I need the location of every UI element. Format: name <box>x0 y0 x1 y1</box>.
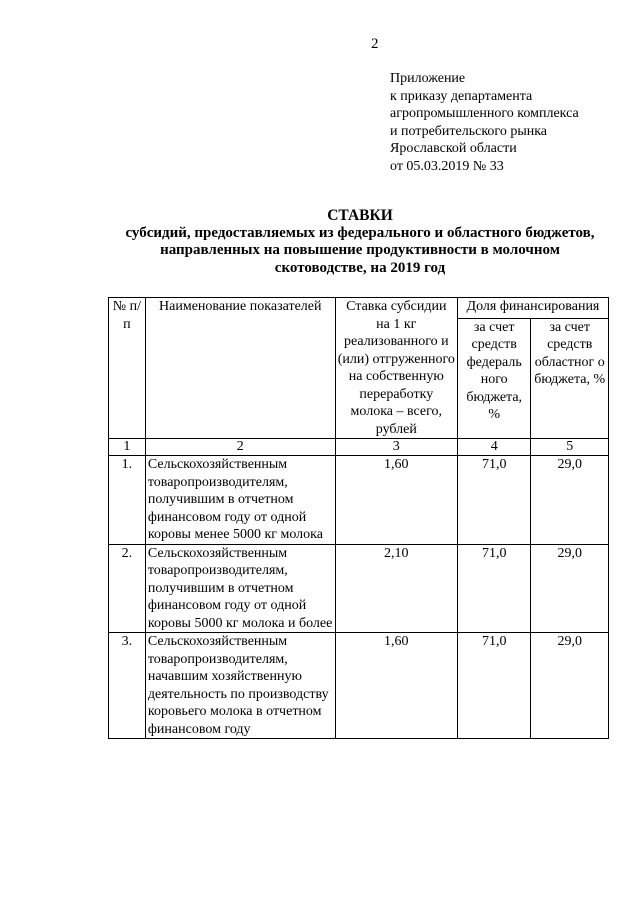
column-number-row <box>109 439 609 456</box>
header-num: № п/п <box>109 298 146 439</box>
table-header-row <box>109 298 609 319</box>
table-row <box>109 544 609 633</box>
row-regional: 29,0 <box>531 544 609 633</box>
header-share: Доля финансирования <box>457 298 608 319</box>
row-num: 1. <box>109 456 146 545</box>
column-number: 4 <box>457 439 531 456</box>
table-row <box>109 633 609 739</box>
row-federal: 71,0 <box>457 544 531 633</box>
title-line: направленных на повышение продуктивности в молочном <box>160 242 560 258</box>
row-rate: 1,60 <box>335 456 457 545</box>
row-rate: 1,60 <box>335 633 457 739</box>
column-number: 2 <box>145 439 335 456</box>
appendix-line: Приложение <box>390 71 466 86</box>
row-rate: 2,10 <box>335 544 457 633</box>
row-name: Сельскохозяйственным товаропроизводителям, начавшим хозяйственную деятельность по производству коровьего молока в отчетном финансовом году <box>145 633 335 739</box>
row-regional: 29,0 <box>531 456 609 545</box>
row-federal: 71,0 <box>457 633 531 739</box>
row-federal: 71,0 <box>457 456 531 545</box>
header-rate: Ставка субсидии на 1 кг реализованного и (или) отгруженного на собственную переработку молока – всего, рублей <box>335 298 457 439</box>
title-line: субсидий, предоставляемых из федерального и областного бюджетов, <box>125 224 595 241</box>
row-name: Сельскохозяйственным товаропроизводителям, получившим в отчетном финансовом году от одной коровы 5000 кг молока и более <box>145 544 335 633</box>
title-heading: СТАВКИ <box>327 207 393 224</box>
row-name: Сельскохозяйственным товаропроизводителям, получившим в отчетном финансовом году от одной коровы менее 5000 кг молока <box>145 456 335 545</box>
header-federal: за счет средств федераль ного бюджета, % <box>457 318 531 438</box>
appendix-line: к приказу департамента <box>390 88 533 104</box>
rates-table <box>108 297 609 739</box>
column-number: 5 <box>531 439 609 456</box>
appendix-line: Ярославской области <box>390 141 517 156</box>
appendix-line: агропромышленного комплекса <box>390 106 579 121</box>
header-regional: за счет средств областног о бюджета, % <box>531 318 609 438</box>
page-number: 2 <box>371 36 379 52</box>
appendix-line: от 05.03.2019 № 33 <box>390 158 504 174</box>
document-title <box>100 207 620 277</box>
column-number: 1 <box>109 439 146 456</box>
row-num: 2. <box>109 544 146 633</box>
column-number: 3 <box>335 439 457 456</box>
header-name: Наименование показателей <box>145 298 335 439</box>
appendix-line: и потребительского рынка <box>390 123 548 139</box>
appendix-block <box>390 70 579 175</box>
title-line: скотоводстве, на 2019 год <box>274 259 446 276</box>
row-num: 3. <box>109 633 146 739</box>
table-row <box>109 456 609 545</box>
row-regional: 29,0 <box>531 633 609 739</box>
